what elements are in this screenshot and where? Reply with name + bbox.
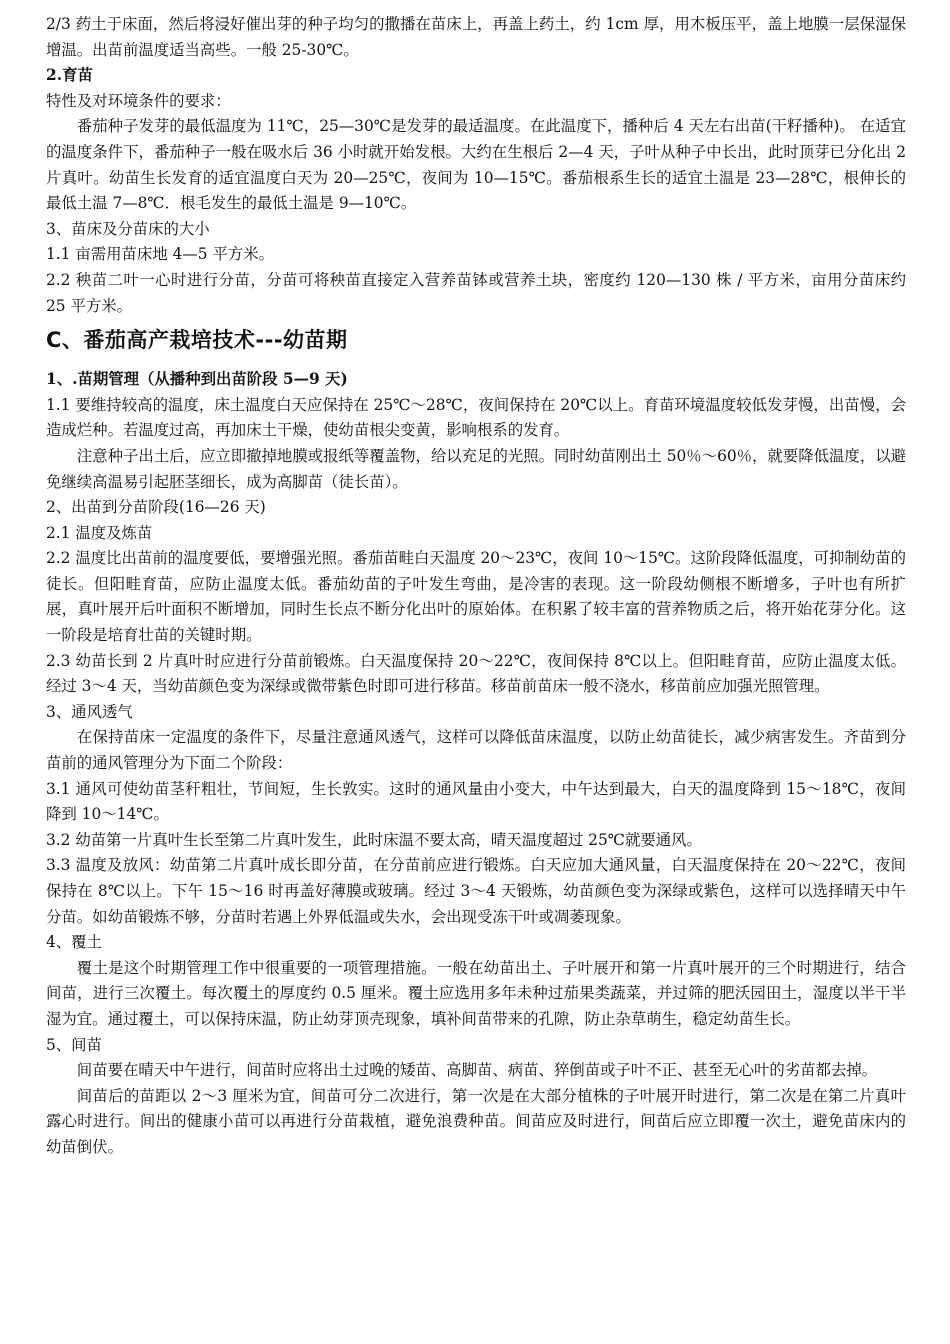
paragraph-1-1: 1.1 亩需用苗床地 4—5 平方米。 bbox=[46, 245, 275, 264]
heading-soil-covering: 4、覆土 bbox=[46, 933, 102, 952]
paragraph-1-1-temperature: 1.1 要维持较高的温度，床土温度白天应保持在 25℃～28℃，夜间保持在 20℃以上。育苗环境温度较低发芽慢，出苗慢，会造成烂种。若温度过高，再加床土干燥，使幼苗根尖变黄，影响根系的发育。 bbox=[46, 395, 906, 440]
paragraph-ventilation-intro: 在保持苗床一定温度的条件下，尽量注意通风透气，这样可以降低苗床温度，以防止幼苗徒长，减少病害发生。齐苗到分苗前的通风管理分为下面二个阶段： bbox=[46, 728, 906, 773]
paragraph-2-2: 2.2 秧苗二叶一心时进行分苗，分苗可将秧苗直接定入营养苗钵或营养土块，密度约 120—130 株 / 平方米，亩用分苗床约 25 平方米。 bbox=[46, 270, 906, 315]
paragraph-2-3-hardening: 2.3 幼苗长到 2 片真叶时应进行分苗前锻炼。白天温度保持 20～22℃，夜间保持 8℃以上。但阳畦育苗，应防止温度太低。经过 3～4 天，当幼苗颜色变为深绿或微带紫色时即可进行移苗。移苗前苗床一般不浇水，移苗前应加强光照管理。 bbox=[46, 651, 906, 696]
subheading-2-1: 2.1 温度及炼苗 bbox=[46, 523, 153, 542]
paragraph-2-2-temperature: 2.2 温度比出苗前的温度要低，要增强光照。番茄苗畦白天温度 20～23℃，夜间 10～15℃。这阶段降低温度，可抑制幼苗的徒长。但阳畦育苗，应防止温度太低。番茄幼苗的子叶发生弯曲，是冷害的表现。这一阶段幼侧根不断增多，子叶也有所扩展，真叶展开后叶面积不断增加，同时生长点不断分化出叶的原始体。在积累了较丰富的营养物质之后，将开始花芽分化。这一阶段是培育壮苗的关键时期。 bbox=[46, 549, 906, 645]
heading-seedling-management: 1、.苗期管理（从播种到出苗阶段 5—9 天) bbox=[46, 370, 348, 389]
paragraph-thinning-1: 间苗要在晴天中午进行，间苗时应将出土过晚的矮苗、高脚苗、病苗、猝倒苗或子叶不正、甚至无心叶的劣苗都去掉。 bbox=[76, 1061, 878, 1080]
paragraph-germination-temperature: 番茄种子发芽的最低温度为 11℃，25—30℃是发芽的最适温度。在此温度下，播种后 4 天左右出苗(干籽播种)。 在适宜的温度条件下，番茄种子一般在吸水后 36 小时就开始发根。大约在生根后 2—4 天，子叶从种子中长出，此时顶芽已分化出 2 片真叶。幼苗生长发育的适宜温度白天为 20—25℃，夜间为 10—15℃。番茄根系生长的适宜土温是 23—28℃，根伸长的最低土温 7—8℃．根毛发生的最低土温是 9—10℃。 bbox=[46, 117, 906, 213]
paragraph-3-3: 3.3 温度及放风：幼苗第二片真叶成长即分苗，在分苗前应进行锻炼。白天应加大通风量，白天温度保持在 20～22℃，夜间保持在 8℃以上。下午 15～16 时再盖好薄膜或玻璃。经过 3～4 天锻炼，幼苗颜色变为深绿或紫色，这样可以选择晴天中午分苗。如幼苗锻炼不够，分苗时若遇上外界低温或失水，会出现受冻干叶或凋萎现象。 bbox=[46, 856, 906, 926]
paragraph-3-2: 3.2 幼苗第一片真叶生长至第二片真叶发生，此时床温不要太高，晴天温度超过 25℃就要通风。 bbox=[46, 830, 702, 849]
heading-seedling: 2.育苗 bbox=[46, 66, 93, 85]
heading-emergence-to-transplant: 2、出苗到分苗阶段(16—26 天) bbox=[46, 498, 266, 517]
heading-thinning: 5、间苗 bbox=[46, 1035, 102, 1054]
subheading-environment: 特性及对环境条件的要求： bbox=[46, 91, 231, 110]
heading-seedbed-size: 3、苗床及分苗床的大小 bbox=[46, 219, 210, 238]
heading-ventilation: 3、通风透气 bbox=[46, 702, 133, 721]
paragraph-thinning-2: 间苗后的苗距以 2～3 厘米为宜，间苗可分二次进行，第一次是在大部分植株的子叶展开时进行，第二次是在第二片真叶露心时进行。间出的健康小苗可以再进行分苗栽植，避免浪费种苗。间苗应及时进行，间苗后应立即覆一次土，避免苗床内的幼苗倒伏。 bbox=[46, 1086, 906, 1156]
paragraph-3-1: 3.1 通风可使幼苗茎秆粗壮，节间短，生长敦实。这时的通风量由小变大，中午达到最大，白天的温度降到 15～18℃，夜间降到 10～14℃。 bbox=[46, 779, 906, 824]
section-title-seedling-stage: C、番茄高产栽培技术---幼苗期 bbox=[46, 328, 348, 353]
paragraph-sowing: 2/3 药土于床面，然后将浸好催出芽的种子均匀的撒播在苗床上，再盖上药土，约 1cm 厚，用木板压平，盖上地膜一层保湿保增温。出苗前温度适当高些。一般 25-30℃。 bbox=[46, 15, 906, 59]
paragraph-note-emergence: 注意种子出土后，应立即撤掉地膜或报纸等覆盖物，给以充足的光照。同时幼苗刚出土 50％～60％，就要降低温度，以避免继续高温易引起胚茎细长，成为高脚苗（徒长苗）。 bbox=[46, 446, 906, 491]
paragraph-soil-covering: 覆土是这个时期管理工作中很重要的一项管理措施。一般在幼苗出土、子叶展开和第一片真叶展开的三个时期进行，结合间苗，进行三次覆土。每次覆土的厚度约 0.5 厘米。覆土应选用多年未种过茄果类蔬菜，并过筛的肥沃园田土，湿度以半干半湿为宜。通过覆土，可以保持床温，防止幼芽顶壳现象，填补间苗带来的孔隙，防止杂草萌生，稳定幼苗生长。 bbox=[46, 958, 906, 1028]
